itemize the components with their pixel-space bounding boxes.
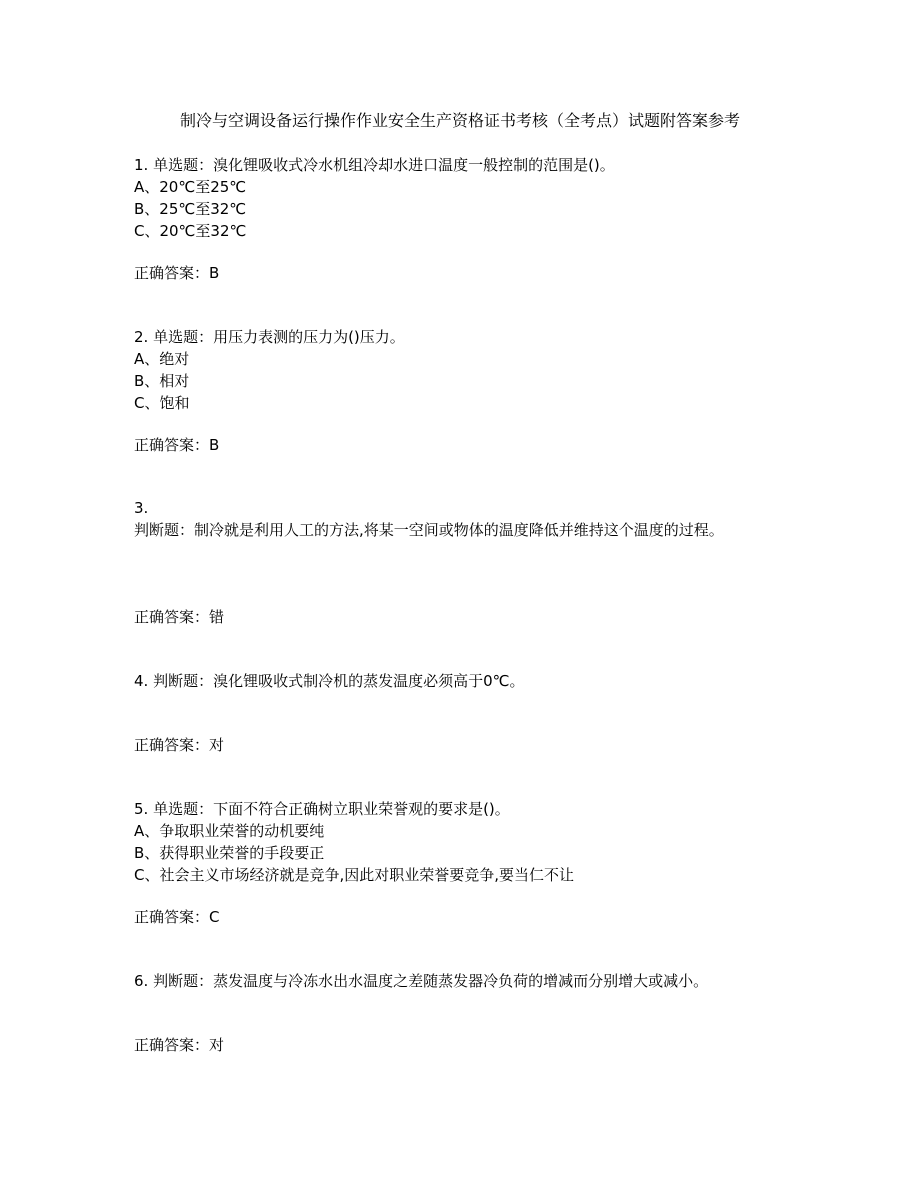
question-stem: 6. 判断题：蒸发温度与冷冻水出水温度之差随蒸发器冷负荷的增减而分别增大或减小。 [134, 972, 709, 990]
answer-6 [134, 1034, 224, 1056]
question-stem: 判断题：制冷就是利用人工的方法,将某一空间或物体的温度降低并维持这个温度的过程。 [134, 521, 724, 539]
option-b: B、获得职业荣誉的手段要正 [134, 844, 325, 862]
answer-1 [134, 262, 219, 284]
option-b: B、25℃至32℃ [134, 200, 247, 218]
option-c: C、20℃至32℃ [134, 222, 247, 240]
answer-2 [134, 434, 219, 456]
question-stem: 1. 单选题：溴化锂吸收式冷水机组冷却水进口温度一般控制的范围是()。 [134, 156, 615, 174]
question-6 [134, 970, 784, 992]
question-stem: 4. 判断题：溴化锂吸收式制冷机的蒸发温度必须高于0℃。 [134, 672, 525, 690]
answer-value: 对 [209, 1036, 225, 1054]
answer-label: 正确答案： [134, 608, 210, 626]
answer-label: 正确答案： [134, 264, 210, 282]
question-number: 3. [134, 499, 149, 517]
option-c: C、饱和 [134, 394, 190, 412]
answer-4 [134, 734, 224, 756]
document-title: 制冷与空调设备运行操作作业安全生产资格证书考核（全考点）试题附答案参考 [179, 111, 740, 130]
option-c: C、社会主义市场经济就是竞争,因此对职业荣誉要竞争,要当仁不让 [134, 866, 575, 884]
answer-label: 正确答案： [134, 736, 210, 754]
answer-value: B [209, 264, 220, 282]
question-5 [134, 798, 784, 886]
question-3 [134, 497, 784, 541]
question-2 [134, 326, 784, 414]
answer-5 [134, 906, 220, 928]
answer-label: 正确答案： [134, 1036, 210, 1054]
option-b: B、相对 [134, 372, 190, 390]
option-a: A、绝对 [134, 350, 190, 368]
answer-value: 错 [209, 608, 225, 626]
question-stem: 2. 单选题：用压力表测的压力为()压力。 [134, 328, 405, 346]
question-1 [134, 154, 784, 242]
question-stem: 5. 单选题：下面不符合正确树立职业荣誉观的要求是()。 [134, 800, 510, 818]
question-4 [134, 670, 784, 692]
answer-value: 对 [209, 736, 225, 754]
answer-3 [134, 606, 224, 628]
answer-value: B [209, 436, 220, 454]
option-a: A、20℃至25℃ [134, 178, 247, 196]
option-a: A、争取职业荣誉的动机要纯 [134, 822, 325, 840]
answer-label: 正确答案： [134, 908, 210, 926]
answer-label: 正确答案： [134, 436, 210, 454]
answer-value: C [209, 908, 220, 926]
